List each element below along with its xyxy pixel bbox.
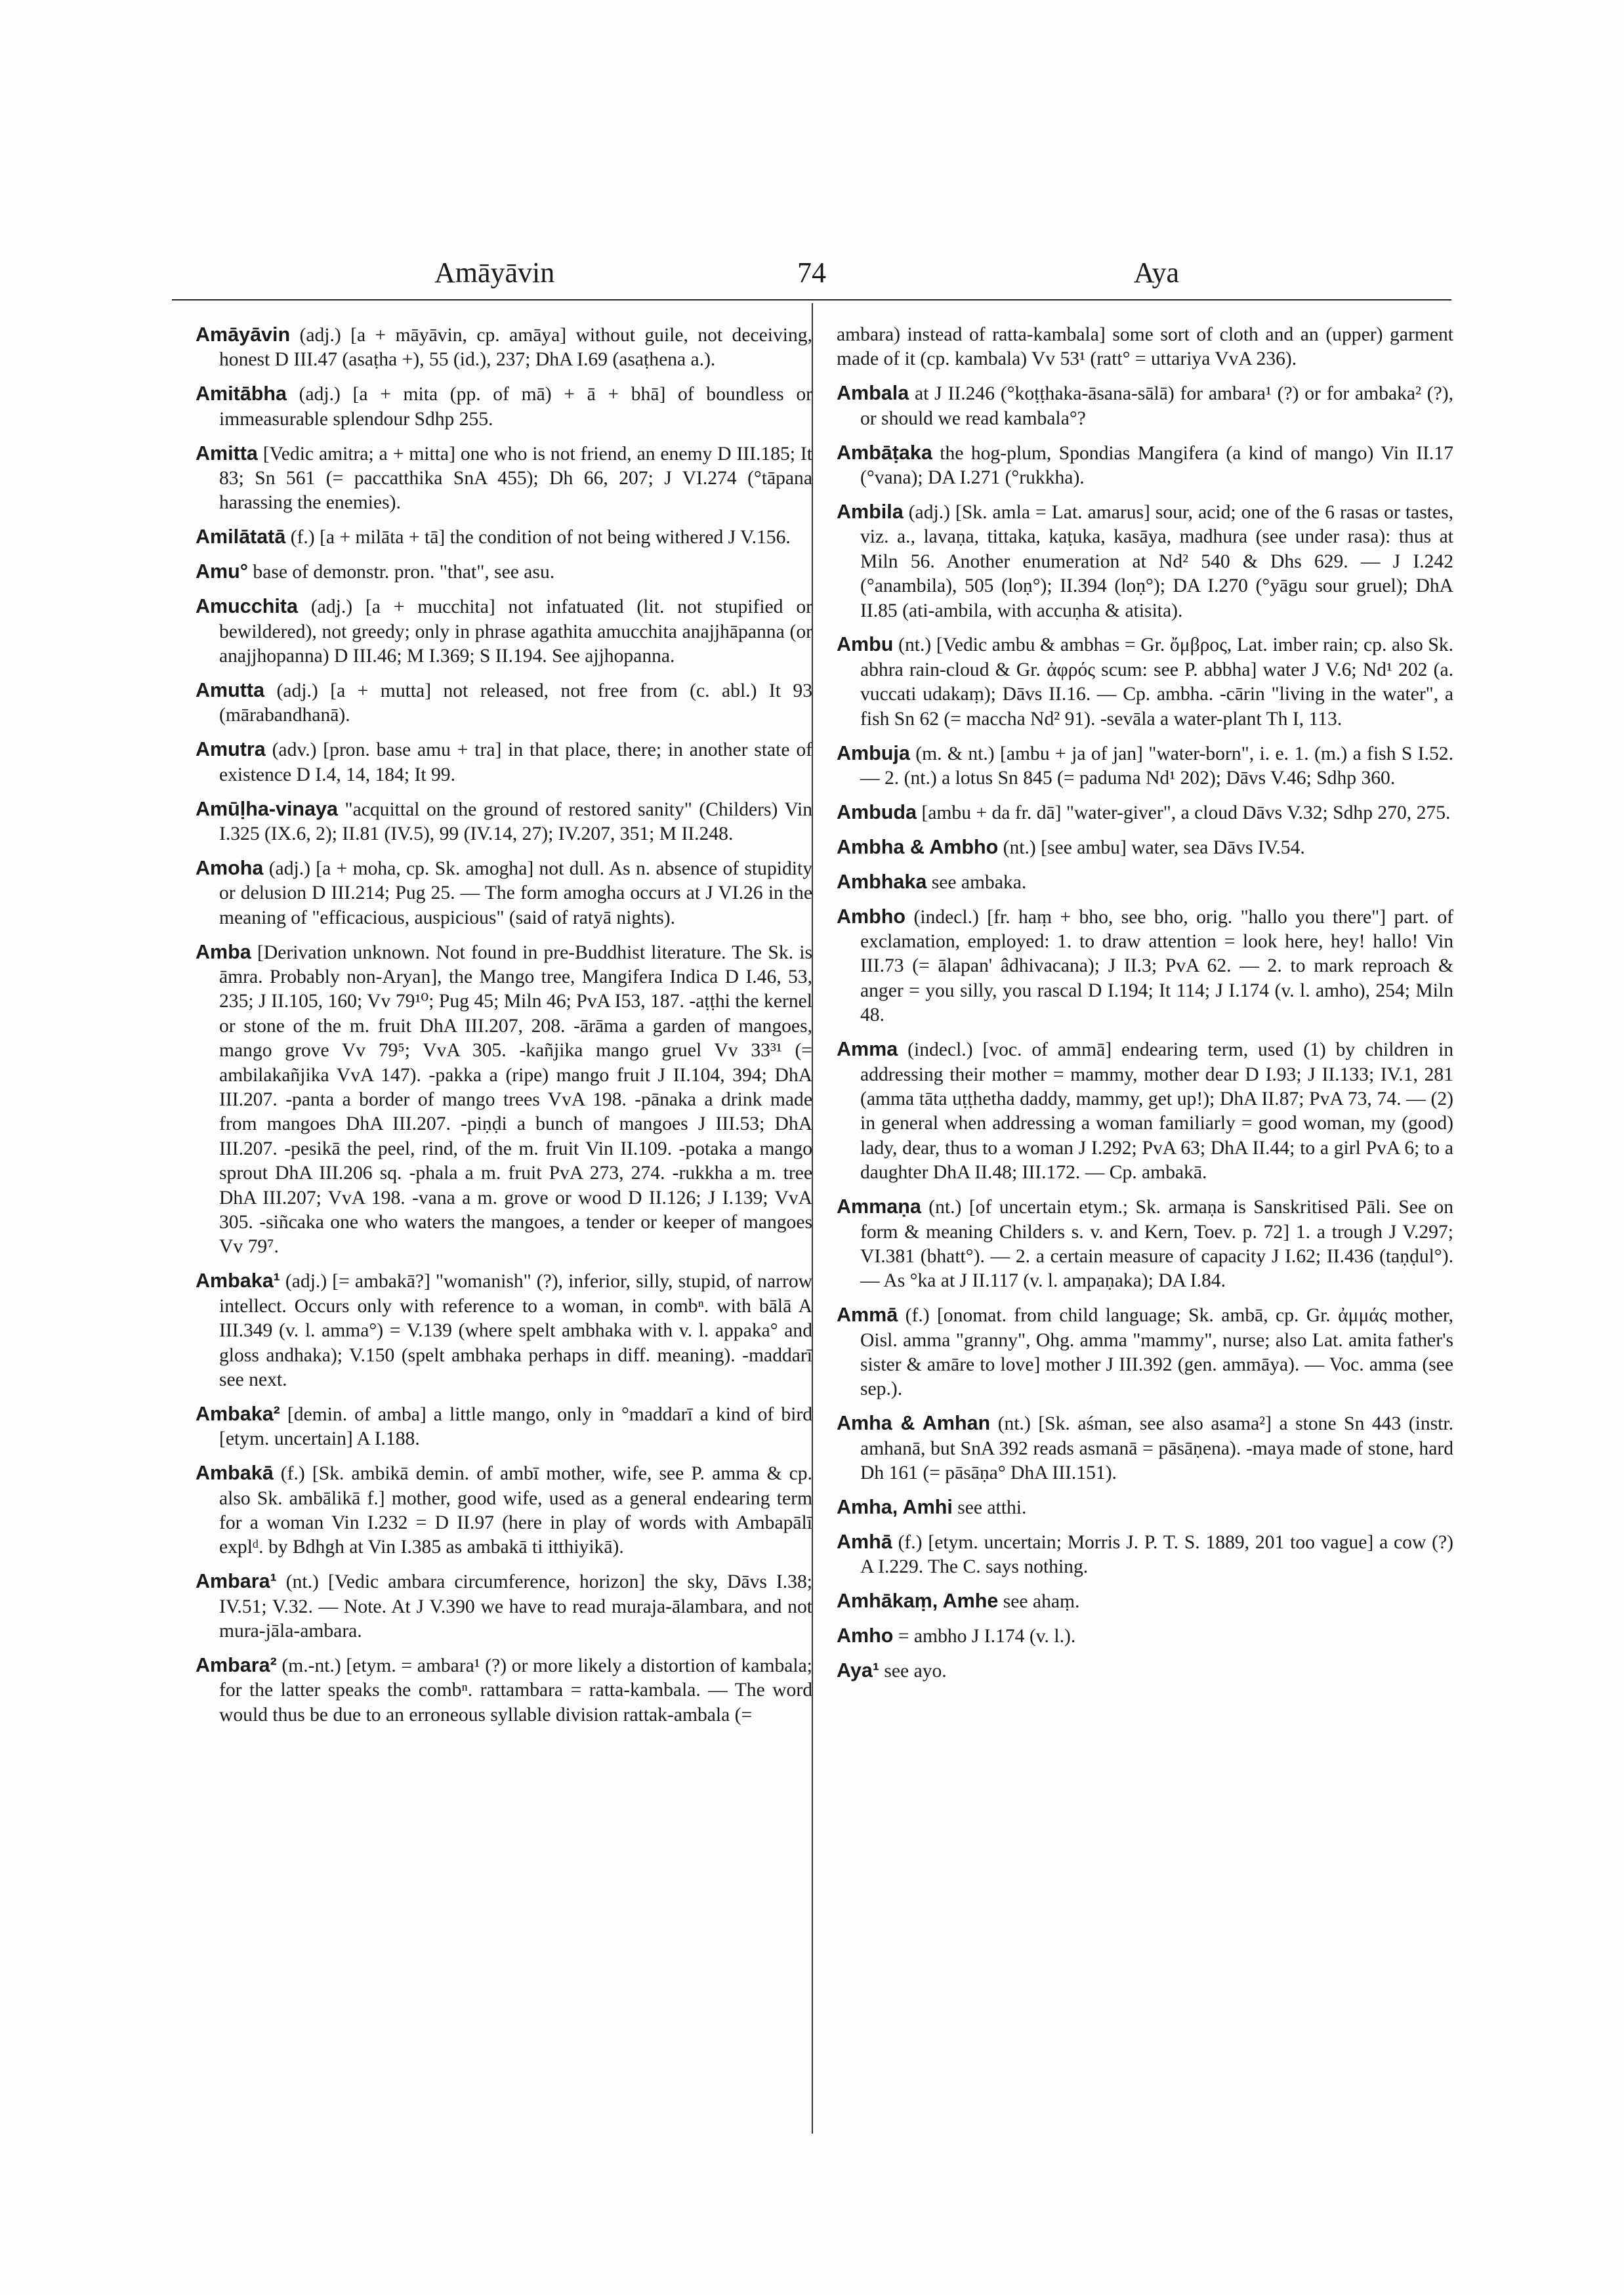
entry-text: (nt.) [Vedic ambara circumference, horizon] the sky, Dāvs I.38; IV.51; V.32. — Note. At J V.390 we have to read muraja-ālambara, and not mura-jāla-ambara. <box>219 1571 812 1642</box>
entry-text: (nt.) [Sk. aśman, see also asama²] a stone Sn 443 (instr. amhanā, but SnA 392 reads asmanā = pāsāṇena). -maya made of stone, hard Dh 161 (= pāsāṇa° DhA III.151). <box>860 1413 1453 1484</box>
dictionary-entry <box>196 940 812 1260</box>
entry-text: (adj.) [= ambakā?] "womanish" (?), inferior, silly, stupid, of narrow intellect. Occurs only with reference to a woman, in combⁿ. with bālā A III.349 (v. l. amma°) = V.139 (where spelt ambhaka with v. l. appaka° and gloss andhaka); V.150 (spelt ambhaka perhaps in diff. meaning). -maddarī see next. <box>219 1271 812 1390</box>
entry-text: (nt.) [of uncertain etym.; Sk. armaṇa is Sanskritised Pāli. See on form & meaning Childers s. v. and Kern, Toev. p. 72] 1. a trough J V.297; VI.381 (bhatt°). — 2. a certain measure of capacity J I.62; II.436 (taṇḍul°). — As °ka at J II.117 (v. l. ampaṇaka); DA I.84. <box>860 1197 1453 1292</box>
entry-text: (m.-nt.) [etym. = ambara¹ (?) or more likely a distortion of kambala; for the latter speaks the combⁿ. rattambara = ratta-kambala. — The word would thus be due to an erroneous syllable division rattak-ambala (= <box>219 1655 812 1726</box>
entry-text: (f.) [Sk. ambikā demin. of ambī mother, wife, see P. amma & cp. also Sk. ambālikā f.] mother, good wife, used as a general endearing term for a woman Vin I.232 = D II.97 (here in play of words with Ambapālī explᵈ. by Bdhgh at Vin I.385 as ambakā ti itthiyikā). <box>219 1463 813 1558</box>
entry-headword: Amu° <box>196 560 248 583</box>
entry-text: (f.) [etym. uncertain; Morris J. P. T. S. 1889, 201 too vague] a cow (?) A I.229. The C. says nothing. <box>860 1531 1453 1578</box>
dictionary-entry <box>837 1037 1453 1185</box>
dictionary-entry <box>196 737 812 787</box>
entry-headword: Amhā <box>837 1530 892 1553</box>
right-guide-word: Aya <box>1133 257 1179 289</box>
entry-text: (adj.) [a + mita (pp. of mā) + ā + bhā] of boundless or immeasurable splendour Sdhp 255. <box>219 384 812 430</box>
entry-text: [Derivation unknown. Not found in pre-Buddhist literature. The Sk. is āmra. Probably non-Aryan], the Mango tree, Mangifera Indica D I.46, 53, 235; J II.105, 160; Vv 79¹⁰; Pug 45; Miln 46; PvA I53, 187. -aṭṭhi the kernel or stone of the m. fruit DhA III.207, 208. -ārāma a garden of mangoes, mango grove Vv 79⁵; VvA 305. -kañjika mango gruel Vv 33³¹ (= ambilakañjika VvA 147). -pakka a (ripe) mango fruit J II.104, 394; DhA III.207. -panta a border of mango trees VvA 198. -pānaka a drink made from mangoes DhA III.207. -piṇḍi a bunch of mangoes J III.53; DhA III.207. -pesikā the peel, rind, of the m. fruit Vin II.109. -potaka a mango sprout DhA III.206 sq. -phala a m. fruit PvA 273, 274. -rukkha a m. tree DhA III.207; VvA 198. -vana a m. grove or wood D II.126; J I.139; VvA 305. -siñcaka one who waters the mangoes, a tender or keeper of mangoes Vv 79⁷. <box>219 941 813 1258</box>
dictionary-entry <box>837 1411 1453 1485</box>
dictionary-entry <box>837 500 1453 623</box>
dictionary-entry <box>837 905 1453 1028</box>
dictionary-entry <box>837 870 1453 895</box>
entry-text: (nt.) [Vedic ambu & ambhas = Gr. ὄμβρος, Lat. imber rain; cp. also Sk. abhra rain-cloud & Gr. ἀφρός scum: see P. abbha] water J V.6; Nd¹ 202 (a. vuccati udakaṃ); Dāvs II.16. — Cp. ambha. -cārin "living in the water", a fish Sn 62 (= maccha Nd² 91). -sevāla a water-plant Th I, 113. <box>860 634 1453 730</box>
dictionary-entry <box>196 1269 812 1392</box>
entry-headword: Ambara¹ <box>196 1570 277 1593</box>
left-column <box>196 323 812 1737</box>
dictionary-entry <box>837 1589 1453 1614</box>
dictionary-entry <box>837 381 1453 431</box>
entry-headword: Ammaṇa <box>837 1195 921 1218</box>
dictionary-entry <box>196 797 812 847</box>
entry-headword: Ambāṭaka <box>837 441 932 464</box>
entry-headword: Ambuda <box>837 800 917 823</box>
entry-headword: Amha, Amhi <box>837 1496 953 1519</box>
entry-headword: Ambu <box>837 633 894 656</box>
entry-headword: Amutta <box>196 678 265 701</box>
entry-headword: Ambho <box>837 905 906 928</box>
entry-text: (adj.) [a + mucchita] not infatuated (lit. not stupified or bewildered), not greedy; only in phrase agathita amucchita anajjhāpanna (or anajjhopanna) D III.46; M I.369; S II.194. See ajjhopanna. <box>219 596 812 667</box>
dictionary-entry <box>196 678 812 728</box>
entry-text: (m. & nt.) [ambu + ja of jan] "water-born", i. e. 1. (m.) a fish S I.52. — 2. (nt.) a lotus Sn 845 (= paduma Nd¹ 202); Dāvs V.46; Sdhp 360. <box>860 743 1453 789</box>
entry-text: see atthi. <box>957 1497 1027 1519</box>
entry-text: base of demonstr. pron. "that", see asu. <box>253 562 555 583</box>
dictionary-entry <box>837 1195 1453 1294</box>
header-rule <box>172 299 1451 300</box>
entry-headword: Ambhaka <box>837 870 927 893</box>
dictionary-entry <box>196 560 812 585</box>
entry-text: see ahaṃ. <box>1003 1591 1080 1613</box>
dictionary-entry <box>837 1495 1453 1520</box>
entry-headword: Ambaka² <box>196 1402 280 1425</box>
dictionary-entry <box>837 1303 1453 1402</box>
dictionary-entry <box>837 835 1453 860</box>
entry-headword: Amba <box>196 940 251 963</box>
running-head <box>172 253 1451 293</box>
dictionary-entry <box>196 525 812 550</box>
entry-headword: Amoha <box>196 856 264 879</box>
entry-text: (adj.) [Sk. amla = Lat. amarus] sour, acid; one of the 6 rasas or tastes, viz. a., lavaṇa, tittaka, kaṭuka, kasāya, madhura (see under rasa): thus at Miln 56. Another enumeration at Nd² 540 & Dhs 629. — J I.242 (°anambila), 505 (loṇ°); II.394 (loṇ°); DA I.270 (°yāgu sour gruel); DhA II.85 (ati-ambila, with accuṇha & atisita). <box>860 501 1453 621</box>
entry-text: (indecl.) [fr. haṃ + bho, see bho, orig. "hallo you there"] part. of exclamation, employed: 1. to draw attention = look here, hey! hallo! Vin III.73 (= ālapan' âdhivacana); J II.3; PvA 62. — 2. to mark reproach & anger = you silly, you rascal D I.194; It 114; J I.174 (v. l. amho), 254; Miln 48. <box>860 906 1453 1026</box>
entry-text: (f.) [a + milāta + tā] the condition of not being withered J V.156. <box>290 527 791 548</box>
dictionary-entry <box>196 382 812 432</box>
left-guide-word: Amāyāvin <box>434 257 555 289</box>
entry-text: at J II.246 (°koṭṭhaka-āsana-sālā) for ambara¹ (?) or for ambaka² (?), or should we read kambala°? <box>860 383 1453 429</box>
entry-headword: Amha & Amhan <box>837 1412 991 1435</box>
dictionary-entry <box>196 1569 812 1644</box>
dictionary-entry <box>196 594 812 669</box>
dictionary-entry <box>196 1402 812 1452</box>
dictionary-entry <box>837 441 1453 491</box>
entry-text: (nt.) [see ambu] water, sea Dāvs IV.54. <box>1003 837 1305 858</box>
entry-headword: Ambaka¹ <box>196 1270 280 1292</box>
entry-headword: Ambuja <box>837 741 910 764</box>
entry-headword: Amhākaṃ, Amhe <box>837 1590 999 1613</box>
entry-headword: Amāyāvin <box>196 323 291 346</box>
entry-headword: Ambara² <box>196 1654 277 1676</box>
dictionary-entry <box>837 800 1453 825</box>
page-number: 74 <box>797 257 826 289</box>
entry-headword: Amitābha <box>196 382 287 405</box>
dictionary-entry <box>837 1530 1453 1580</box>
dictionary-entry <box>196 323 812 373</box>
entry-headword: Ambila <box>837 500 904 523</box>
entry-headword: Amilātatā <box>196 526 286 548</box>
entry-headword: Amutra <box>196 738 266 761</box>
entry-text: [demin. of amba] a little mango, only in °maddarī a kind of bird [etym. uncertain] A I.188. <box>219 1403 812 1450</box>
dictionary-entry <box>837 741 1453 791</box>
entry-headword: Amucchita <box>196 595 298 618</box>
entry-text: the hog-plum, Spondias Mangifera (a kind of mango) Vin II.17 (°vana); DA I.271 (°rukkha). <box>860 442 1453 489</box>
dictionary-entry <box>196 1461 812 1560</box>
entry-headword: Ambakā <box>196 1462 274 1485</box>
dictionary-entry <box>837 1659 1453 1684</box>
entry-text: see ayo. <box>884 1661 947 1682</box>
entry-text: [Vedic amitra; a + mitta] one who is not friend, an enemy D III.185; It 83; Sn 561 (= paccatthika SnA 455); Dh 66, 207; J VI.274 (°tāpana harassing the enemies). <box>219 443 812 514</box>
right-column <box>837 323 1453 1693</box>
dictionary-entry <box>837 323 1453 372</box>
entry-headword: Ambha & Ambho <box>837 835 999 858</box>
entry-text: (adj.) [a + moha, cp. Sk. amogha] not dull. As n. absence of stupidity or delusion D III.214; Pug 25. — The form amogha occurs at J VI.26 in the meaning of "efficacious, auspicious" (said of ratyā nights). <box>219 858 813 928</box>
dictionary-entry <box>196 856 812 930</box>
dictionary-entry <box>837 632 1453 732</box>
entry-text: (indecl.) [voc. of ammā] endearing term, used (1) by children in addressing their mother = mammy, mother dear D I.93; J II.133; IV.1, 281 (amma tāta uṭṭhetha daddy, mammy, get up!); DhA II.87; PvA 73, 74. — (2) in general when addressing a woman familiarly = good woman, my (good) lady, dear, thus to a woman J I.292; PvA 63; DhA II.44; to a girl PvA 6; to a daughter DhA II.48; III.172. — Cp. ambakā. <box>860 1039 1453 1184</box>
entry-headword: Ambala <box>837 382 909 405</box>
dictionary-entry <box>837 1624 1453 1649</box>
entry-headword: Amma <box>837 1038 898 1061</box>
entry-text: = ambho J I.174 (v. l.). <box>898 1626 1076 1647</box>
entry-headword: Amho <box>837 1624 894 1647</box>
entry-text: (adv.) [pron. base amu + tra] in that place, there; in another state of existence D I.4, 14, 184; It 99. <box>219 739 812 785</box>
entry-text: (adj.) [a + māyāvin, cp. amāya] without guile, not deceiving, honest D III.47 (asaṭha +), 55 (id.), 237; DhA I.69 (asaṭhena a.). <box>219 325 812 371</box>
dictionary-entry <box>196 1653 812 1727</box>
entry-text: see ambaka. <box>931 871 1027 893</box>
entry-headword: Aya¹ <box>837 1659 879 1682</box>
entry-text: [ambu + da fr. dā] "water-giver", a cloud Dāvs V.32; Sdhp 270, 275. <box>921 802 1451 823</box>
entry-headword: Ammā <box>837 1304 898 1327</box>
entry-text: ambara) instead of ratta-kambala] some sort of cloth and an (upper) garment made of it (cp. kambala) Vv 53¹ (ratt° = uttariya VvA 236). <box>837 324 1453 370</box>
dictionary-entry <box>196 442 812 516</box>
entry-headword: Amūḷha-vinaya <box>196 797 338 820</box>
entry-text: "acquittal on the ground of restored sanity" (Childers) Vin I.325 (IX.6, 2); II.81 (IV.5), 99 (IV.14, 27); IV.207, 351; M II.248. <box>219 798 812 844</box>
entry-text: (f.) [onomat. from child language; Sk. ambā, cp. Gr. ἀμμάς mother, Oisl. amma "granny", Ohg. amma "mammy", nurse; also Lat. amita father's sister & amāre to love] mother J III.392 (gen. ammāya). — Voc. amma (see sep.). <box>860 1305 1453 1400</box>
entry-text: (adj.) [a + mutta] not released, not free from (c. abl.) It 93 (mārabandhanā). <box>219 680 812 726</box>
entry-headword: Amitta <box>196 442 258 465</box>
